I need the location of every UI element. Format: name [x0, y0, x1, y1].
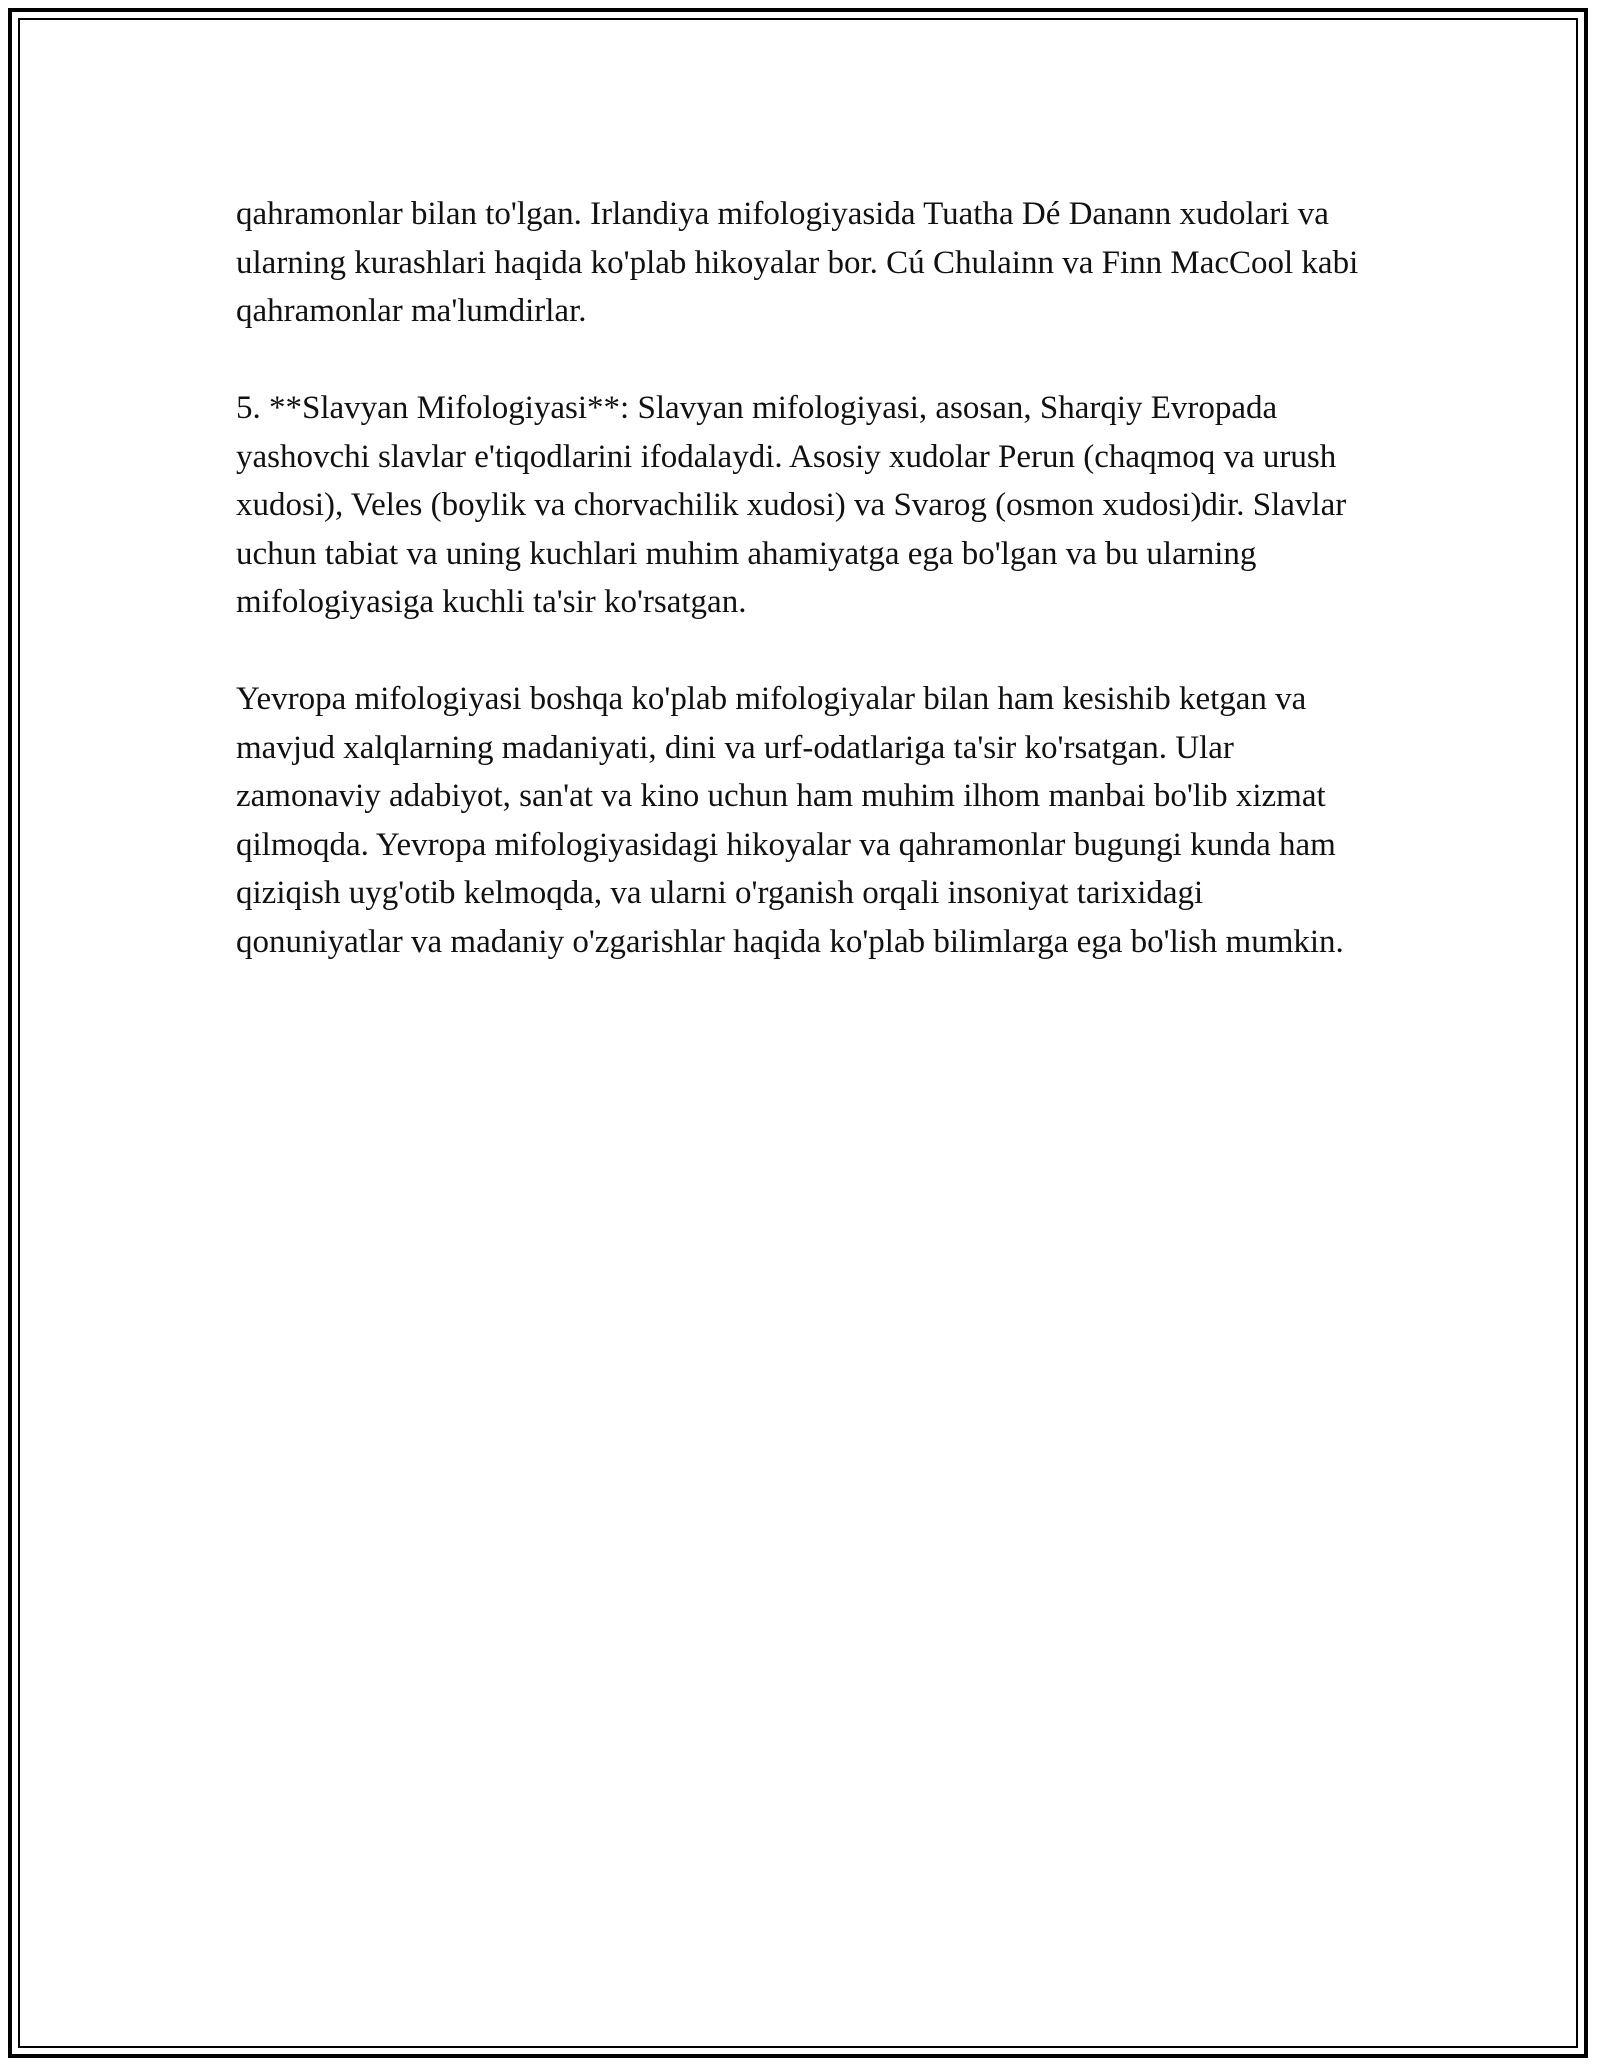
paragraph-slavic-mythology: 5. **Slavyan Mifologiyasi**: Slavyan mifologiyasi, asosan, Sharqiy Evropada yashovchi slavlar e'tiqodlarini ifodalaydi. Asosiy xudolar Perun (chaqmoq va urush xudosi), Veles (boylik va chorvachilik xudosi) va Svarog (osmon xudosi)dir. Slavlar uchun tabiat va uning kuchlari muhim ahamiyatga ega bo'lgan va bu ularning mifologiyasiga kuchli ta'sir ko'rsatgan. — [236, 390, 1347, 620]
document-body — [236, 190, 1376, 1015]
paragraph-european-mythology-conclusion: Yevropa mifologiyasi boshqa ko'plab mifologiyalar bilan ham kesishib ketgan va mavjud xalqlarning madaniyati, dini va urf-odatlariga ta'sir ko'rsatgan. Ular zamonaviy adabiyot, san'at va kino uchun ham muhim ilhom manbai bo'lib xizmat qilmoqda. Yevropa mifologiyasidagi hikoyalar va qahramonlar bugungi kunda ham qiziqish uyg'otib kelmoqda, va ularni o'rganish orqali insoniyat tarixidagi qonuniyatlar va madaniy o'zgarishlar haqida ko'plab bilimlarga ega bo'lish mumkin. — [236, 681, 1344, 960]
paragraph-celtic-continuation: qahramonlar bilan to'lgan. Irlandiya mifologiyasida Tuatha Dé Danann xudolari va ularning kurashlari haqida ko'plab hikoyalar bor. Cú Chulainn va Finn MacCool kabi qahramonlar ma'lumdirlar. — [236, 196, 1359, 329]
